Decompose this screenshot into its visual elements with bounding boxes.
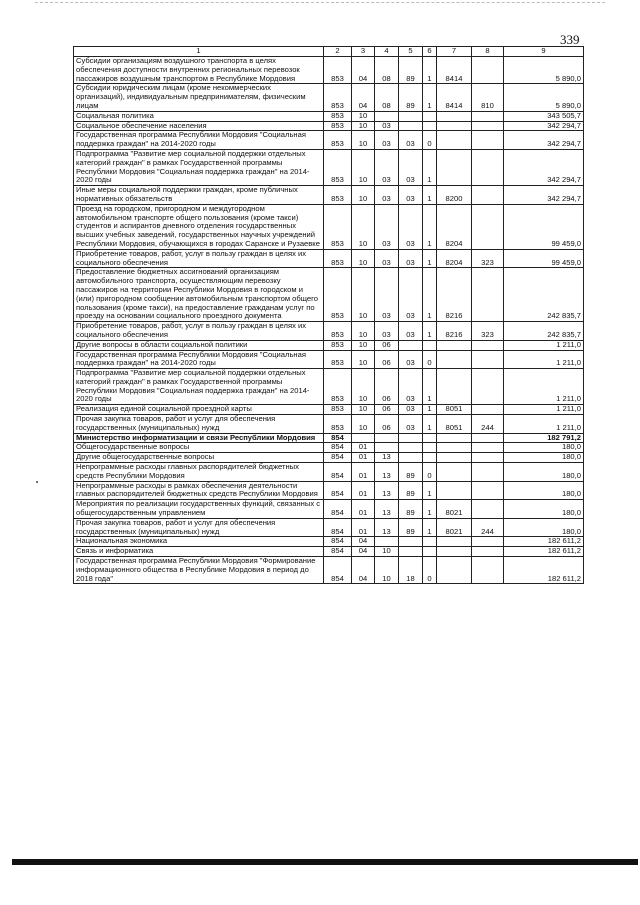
program-code-cell: 03 (399, 249, 423, 268)
target-item-code-cell: 8216 (437, 322, 472, 341)
table-row (74, 463, 584, 482)
header-cell: 1 (74, 47, 324, 57)
section-code-cell: 01 (352, 453, 375, 463)
amount-cell: 180,0 (504, 500, 584, 519)
subsection-code-cell: 03 (375, 204, 399, 249)
section-code-cell: 10 (352, 249, 375, 268)
program-code-cell: 03 (399, 131, 423, 150)
header-cell: 2 (324, 47, 352, 57)
expense-type-code-cell: 810 (472, 84, 504, 111)
row-name-cell: Приобретение товаров, работ, услуг в пользу граждан в целях их социального обеспечения (74, 249, 324, 268)
ministry-code-cell: 853 (324, 186, 352, 205)
program-code-cell: 03 (399, 186, 423, 205)
table-row (74, 57, 584, 84)
program-code-cell (399, 443, 423, 453)
amount-cell: 180,0 (504, 463, 584, 482)
row-name-cell: Государственная программа Республики Мордовия "Социальная поддержка граждан" на 2014-2020 годы (74, 131, 324, 150)
subsection-code-cell: 06 (375, 405, 399, 415)
expense-type-code-cell (472, 463, 504, 482)
header-cell: 6 (423, 47, 437, 57)
amount-cell: 182 611,2 (504, 547, 584, 557)
table-row (74, 547, 584, 557)
amount-cell: 1 211,0 (504, 340, 584, 350)
target-item-code-cell (437, 149, 472, 185)
row-name-cell: Проезд на городском, пригородном и междугородном автомобильном транспорте общего пользования (кроме такси) студентов и аспирантов дневного отделения государственных высших учебных заведений, государственных научных учреждений Республики Мордовия, обучающихся в городах Саранске и Рузаевке (74, 204, 324, 249)
row-name-cell: Мероприятия по реализации государственных функций, связанных с общегосударственным управлением (74, 500, 324, 519)
expense-type-code-cell (472, 557, 504, 584)
amount-cell: 1 211,0 (504, 350, 584, 369)
subprogram-code-cell (423, 121, 437, 131)
program-code-cell: 03 (399, 268, 423, 322)
target-item-code-cell: 8204 (437, 249, 472, 268)
row-name-cell: Государственная программа Республики Мордовия "Формирование информационного общества в Республике Мордовия в период до 2018 года" (74, 557, 324, 584)
subsection-code-cell: 06 (375, 415, 399, 434)
ministry-code-cell: 853 (324, 249, 352, 268)
subsection-code-cell: 13 (375, 481, 399, 500)
subprogram-code-cell: 1 (423, 249, 437, 268)
program-code-cell (399, 111, 423, 121)
amount-cell: 180,0 (504, 443, 584, 453)
target-item-code-cell (437, 481, 472, 500)
ministry-code-cell: 853 (324, 405, 352, 415)
target-item-code-cell (437, 111, 472, 121)
target-item-code-cell (437, 463, 472, 482)
expense-type-code-cell (472, 340, 504, 350)
amount-cell: 342 294,7 (504, 186, 584, 205)
target-item-code-cell (437, 453, 472, 463)
expense-type-code-cell (472, 481, 504, 500)
amount-cell: 180,0 (504, 453, 584, 463)
program-code-cell: 89 (399, 463, 423, 482)
section-code-cell: 10 (352, 405, 375, 415)
table-row (74, 557, 584, 584)
expense-type-code-cell (472, 268, 504, 322)
subprogram-code-cell: 0 (423, 350, 437, 369)
section-code-cell: 04 (352, 537, 375, 547)
target-item-code-cell: 8414 (437, 84, 472, 111)
subprogram-code-cell (423, 340, 437, 350)
row-name-cell: Министерство информатизации и связи Республики Мордовия (74, 433, 324, 443)
amount-cell: 180,0 (504, 518, 584, 537)
row-name-cell: Социальная политика (74, 111, 324, 121)
ministry-code-cell: 853 (324, 57, 352, 84)
section-code-cell: 10 (352, 204, 375, 249)
row-name-cell: Другие вопросы в области социальной политики (74, 340, 324, 350)
subprogram-code-cell: 0 (423, 557, 437, 584)
target-item-code-cell: 8204 (437, 204, 472, 249)
program-code-cell (399, 433, 423, 443)
ministry-code-cell: 853 (324, 369, 352, 405)
budget-table (73, 46, 584, 584)
section-code-cell: 04 (352, 84, 375, 111)
subsection-code-cell: 03 (375, 249, 399, 268)
subsection-code-cell: 13 (375, 500, 399, 519)
ministry-code-cell: 853 (324, 149, 352, 185)
row-name-cell: Национальная экономика (74, 537, 324, 547)
subsection-code-cell (375, 537, 399, 547)
subsection-code-cell: 03 (375, 322, 399, 341)
expense-type-code-cell (472, 500, 504, 519)
subsection-code-cell: 10 (375, 547, 399, 557)
amount-cell: 5 890,0 (504, 84, 584, 111)
target-item-code-cell: 8051 (437, 405, 472, 415)
subprogram-code-cell: 1 (423, 186, 437, 205)
target-item-code-cell (437, 121, 472, 131)
amount-cell: 242 835,7 (504, 268, 584, 322)
expense-type-code-cell: 244 (472, 518, 504, 537)
ministry-code-cell: 854 (324, 453, 352, 463)
row-name-cell: Другие общегосударственные вопросы (74, 453, 324, 463)
target-item-code-cell (437, 443, 472, 453)
subprogram-code-cell: 1 (423, 405, 437, 415)
table-row (74, 249, 584, 268)
program-code-cell (399, 537, 423, 547)
row-name-cell: Реализация единой социальной проездной карты (74, 405, 324, 415)
program-code-cell: 18 (399, 557, 423, 584)
program-code-cell: 03 (399, 149, 423, 185)
subsection-code-cell: 06 (375, 350, 399, 369)
ministry-code-cell: 854 (324, 463, 352, 482)
section-code-cell: 01 (352, 443, 375, 453)
subsection-code-cell: 03 (375, 268, 399, 322)
section-code-cell (352, 433, 375, 443)
expense-type-code-cell (472, 369, 504, 405)
subsection-code-cell: 03 (375, 186, 399, 205)
amount-cell: 1 211,0 (504, 415, 584, 434)
table-row (74, 405, 584, 415)
subsection-code-cell (375, 433, 399, 443)
table-row (74, 537, 584, 547)
expense-type-code-cell: 323 (472, 322, 504, 341)
table-row (74, 131, 584, 150)
program-code-cell: 89 (399, 57, 423, 84)
ministry-code-cell: 853 (324, 121, 352, 131)
subsection-code-cell: 13 (375, 518, 399, 537)
row-name-cell: Непрограммные расходы главных распорядителей бюджетных средств Республики Мордовия (74, 463, 324, 482)
amount-cell: 182 791,2 (504, 433, 584, 443)
subprogram-code-cell: 1 (423, 268, 437, 322)
header-cell: 4 (375, 47, 399, 57)
section-code-cell: 10 (352, 131, 375, 150)
expense-type-code-cell (472, 433, 504, 443)
program-code-cell: 03 (399, 204, 423, 249)
subprogram-code-cell: 1 (423, 500, 437, 519)
header-cell: 3 (352, 47, 375, 57)
subprogram-code-cell (423, 453, 437, 463)
subprogram-code-cell: 0 (423, 463, 437, 482)
row-name-cell: Подпрограмма "Развитие мер социальной поддержки отдельных категорий граждан" в рамках Государственной программы Республики Мордовия "Социальная поддержка граждан" на 2014-2020 годы (74, 149, 324, 185)
section-code-cell: 10 (352, 350, 375, 369)
section-code-cell: 10 (352, 369, 375, 405)
expense-type-code-cell (472, 111, 504, 121)
table-row (74, 518, 584, 537)
subsection-code-cell: 13 (375, 463, 399, 482)
section-code-cell: 10 (352, 415, 375, 434)
row-name-cell: Социальное обеспечение населения (74, 121, 324, 131)
amount-cell: 5 890,0 (504, 57, 584, 84)
subsection-code-cell: 03 (375, 131, 399, 150)
program-code-cell: 89 (399, 518, 423, 537)
table-row (74, 268, 584, 322)
ministry-code-cell: 853 (324, 322, 352, 341)
subprogram-code-cell: 0 (423, 131, 437, 150)
table-row (74, 340, 584, 350)
expense-type-code-cell (472, 453, 504, 463)
program-code-cell (399, 121, 423, 131)
subsection-code-cell (375, 111, 399, 121)
amount-cell: 182 611,2 (504, 557, 584, 584)
program-code-cell (399, 340, 423, 350)
header-cell: 9 (504, 47, 584, 57)
subprogram-code-cell: 1 (423, 57, 437, 84)
program-code-cell: 89 (399, 500, 423, 519)
subsection-code-cell: 13 (375, 453, 399, 463)
table-header-row (74, 47, 584, 57)
target-item-code-cell: 8021 (437, 518, 472, 537)
subprogram-code-cell: 1 (423, 481, 437, 500)
subprogram-code-cell: 1 (423, 518, 437, 537)
table-row (74, 204, 584, 249)
section-code-cell: 04 (352, 557, 375, 584)
target-item-code-cell (437, 369, 472, 405)
ministry-code-cell: 853 (324, 340, 352, 350)
table-row (74, 415, 584, 434)
section-code-cell: 10 (352, 149, 375, 185)
subsection-code-cell: 10 (375, 557, 399, 584)
program-code-cell: 03 (399, 350, 423, 369)
row-name-cell: Государственная программа Республики Мордовия "Социальная поддержка граждан" на 2014-2020 годы (74, 350, 324, 369)
subsection-code-cell (375, 443, 399, 453)
subprogram-code-cell: 1 (423, 322, 437, 341)
ministry-code-cell: 854 (324, 500, 352, 519)
table-row (74, 453, 584, 463)
row-name-cell: Иные меры социальной поддержки граждан, кроме публичных нормативных обязательств (74, 186, 324, 205)
section-code-cell: 10 (352, 340, 375, 350)
amount-cell: 342 294,7 (504, 131, 584, 150)
table-row (74, 84, 584, 111)
expense-type-code-cell: 244 (472, 415, 504, 434)
program-code-cell: 03 (399, 369, 423, 405)
program-code-cell: 03 (399, 405, 423, 415)
subprogram-code-cell: 1 (423, 204, 437, 249)
amount-cell: 182 611,2 (504, 537, 584, 547)
subprogram-code-cell (423, 443, 437, 453)
table-row (74, 186, 584, 205)
subprogram-code-cell (423, 537, 437, 547)
amount-cell: 342 294,7 (504, 149, 584, 185)
ministry-code-cell: 854 (324, 433, 352, 443)
amount-cell: 180,0 (504, 481, 584, 500)
expense-type-code-cell (472, 121, 504, 131)
target-item-code-cell (437, 433, 472, 443)
ministry-code-cell: 853 (324, 204, 352, 249)
row-name-cell: Непрограммные расходы в рамках обеспечения деятельности главных распорядителей бюджетных средств Республики Мордовия (74, 481, 324, 500)
section-code-cell: 04 (352, 547, 375, 557)
header-cell: 8 (472, 47, 504, 57)
row-name-cell: Предоставление бюджетных ассигнований организациям автомобильного транспорта, осуществляющим перевозку пассажиров на территории Республики Мордовия в городском и (или) пригородном сообщении автомобильным транспортом общего пользования (кроме такси), на предоставление гражданам услуг по проезду на основании социального проездного документа (74, 268, 324, 322)
amount-cell: 242 835,7 (504, 322, 584, 341)
program-code-cell (399, 453, 423, 463)
section-code-cell: 10 (352, 322, 375, 341)
table-row (74, 481, 584, 500)
row-name-cell: Субсидии юридическим лицам (кроме некоммерческих организаций), индивидуальным предпринимателям, физическим лицам (74, 84, 324, 111)
target-item-code-cell (437, 537, 472, 547)
table-row (74, 121, 584, 131)
table-row (74, 149, 584, 185)
section-code-cell: 01 (352, 463, 375, 482)
ministry-code-cell: 854 (324, 537, 352, 547)
expense-type-code-cell (472, 547, 504, 557)
section-code-cell: 01 (352, 481, 375, 500)
section-code-cell: 01 (352, 518, 375, 537)
subsection-code-cell: 06 (375, 369, 399, 405)
program-code-cell: 89 (399, 481, 423, 500)
header-cell: 5 (399, 47, 423, 57)
amount-cell: 99 459,0 (504, 204, 584, 249)
ministry-code-cell: 853 (324, 131, 352, 150)
target-item-code-cell (437, 557, 472, 584)
section-code-cell: 10 (352, 121, 375, 131)
expense-type-code-cell (472, 149, 504, 185)
table-row (74, 443, 584, 453)
ministry-code-cell: 853 (324, 84, 352, 111)
table-row (74, 111, 584, 121)
ministry-code-cell: 854 (324, 481, 352, 500)
expense-type-code-cell (472, 57, 504, 84)
header-cell: 7 (437, 47, 472, 57)
section-code-cell: 04 (352, 57, 375, 84)
ministry-code-cell: 853 (324, 415, 352, 434)
subsection-code-cell: 06 (375, 340, 399, 350)
table-row (74, 369, 584, 405)
subsection-code-cell: 03 (375, 121, 399, 131)
amount-cell: 342 294,7 (504, 121, 584, 131)
program-code-cell: 03 (399, 322, 423, 341)
target-item-code-cell: 8414 (437, 57, 472, 84)
program-code-cell: 89 (399, 84, 423, 111)
row-name-cell: Приобретение товаров, работ, услуг в пользу граждан в целях их социального обеспечения (74, 322, 324, 341)
target-item-code-cell: 8021 (437, 500, 472, 519)
ministry-code-cell: 854 (324, 443, 352, 453)
row-name-cell: Субсидии организациям воздушного транспорта в целях обеспечения доступности внутренних региональных перевозок пассажиров воздушным транспортом в Республике Мордовия (74, 57, 324, 84)
target-item-code-cell (437, 340, 472, 350)
program-code-cell (399, 547, 423, 557)
section-code-cell: 10 (352, 186, 375, 205)
expense-type-code-cell: 323 (472, 249, 504, 268)
page-number: 339 (560, 32, 580, 47)
ministry-code-cell: 854 (324, 518, 352, 537)
table-row (74, 350, 584, 369)
target-item-code-cell: 8051 (437, 415, 472, 434)
amount-cell: 343 505,7 (504, 111, 584, 121)
ministry-code-cell: 854 (324, 547, 352, 557)
target-item-code-cell (437, 547, 472, 557)
subprogram-code-cell: 1 (423, 84, 437, 111)
row-name-cell: Прочая закупка товаров, работ и услуг для обеспечения государственных (муниципальных) нужд (74, 415, 324, 434)
expense-type-code-cell (472, 350, 504, 369)
table-row (74, 433, 584, 443)
subprogram-code-cell: 1 (423, 149, 437, 185)
amount-cell: 1 211,0 (504, 405, 584, 415)
row-name-cell: Общегосударственные вопросы (74, 443, 324, 453)
subsection-code-cell: 08 (375, 84, 399, 111)
table-row (74, 322, 584, 341)
scan-bottom-bar (12, 859, 638, 865)
amount-cell: 1 211,0 (504, 369, 584, 405)
table-row (74, 500, 584, 519)
scan-speck (36, 481, 38, 483)
expense-type-code-cell (472, 537, 504, 547)
target-item-code-cell (437, 350, 472, 369)
row-name-cell: Прочая закупка товаров, работ и услуг для обеспечения государственных (муниципальных) нужд (74, 518, 324, 537)
ministry-code-cell: 853 (324, 350, 352, 369)
expense-type-code-cell (472, 204, 504, 249)
subprogram-code-cell (423, 547, 437, 557)
subprogram-code-cell: 1 (423, 415, 437, 434)
expense-type-code-cell (472, 131, 504, 150)
subsection-code-cell: 08 (375, 57, 399, 84)
expense-type-code-cell (472, 443, 504, 453)
target-item-code-cell: 8216 (437, 268, 472, 322)
section-code-cell: 10 (352, 268, 375, 322)
program-code-cell: 03 (399, 415, 423, 434)
ministry-code-cell: 854 (324, 557, 352, 584)
subprogram-code-cell (423, 433, 437, 443)
section-code-cell: 01 (352, 500, 375, 519)
row-name-cell: Подпрограмма "Развитие мер социальной поддержки отдельных категорий граждан" в рамках Государственной программы Республики Мордовия "Социальная поддержка граждан" на 2014-2020 годы (74, 369, 324, 405)
expense-type-code-cell (472, 186, 504, 205)
row-name-cell: Связь и информатика (74, 547, 324, 557)
expense-type-code-cell (472, 405, 504, 415)
target-item-code-cell (437, 131, 472, 150)
table-body (74, 57, 584, 584)
section-code-cell: 10 (352, 111, 375, 121)
subsection-code-cell: 03 (375, 149, 399, 185)
amount-cell: 99 459,0 (504, 249, 584, 268)
scan-top-edge (35, 2, 605, 3)
subprogram-code-cell (423, 111, 437, 121)
subprogram-code-cell: 1 (423, 369, 437, 405)
ministry-code-cell: 853 (324, 111, 352, 121)
ministry-code-cell: 853 (324, 268, 352, 322)
target-item-code-cell: 8200 (437, 186, 472, 205)
